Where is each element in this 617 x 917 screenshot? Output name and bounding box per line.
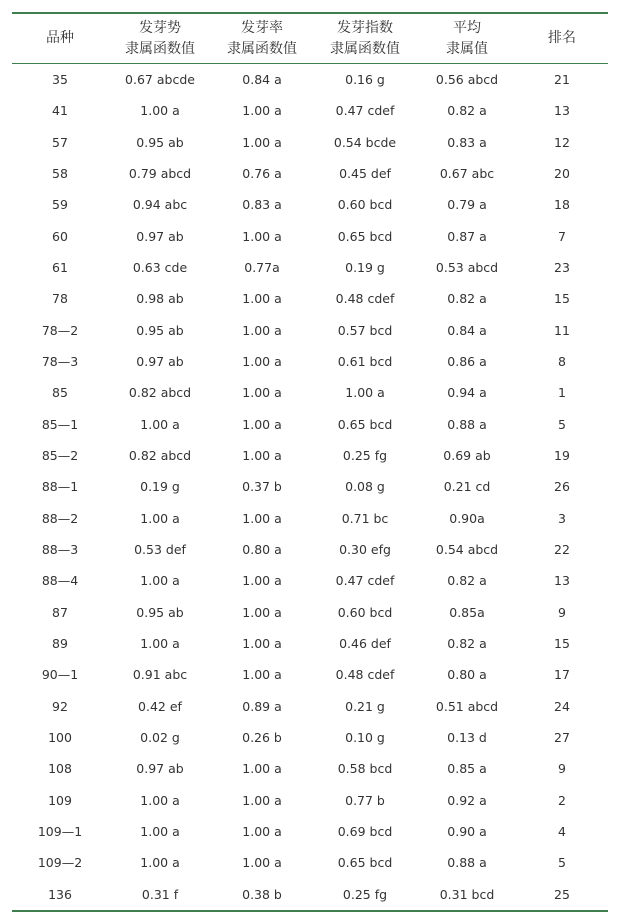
germination-rate-cell: 1.00 a	[242, 103, 282, 119]
table-row	[12, 221, 608, 252]
germination-rate-cell: 1.00 a	[242, 792, 282, 808]
germination-energy-cell: 1.00 a	[140, 855, 180, 871]
average-membership-cell: 0.67 abc	[439, 166, 495, 182]
rank-cell: 9	[558, 604, 566, 620]
germination-energy-cell: 0.53 def	[134, 542, 186, 558]
germination-energy-cell: 0.95 ab	[136, 134, 184, 150]
variety-cell: 88—1	[41, 479, 79, 495]
rank-cell: 20	[554, 166, 570, 182]
rank-cell: 23	[554, 260, 570, 276]
average-membership-cell: 0.88 a	[447, 855, 487, 871]
germination-rate-cell: 1.00 a	[242, 636, 282, 652]
germination-rate-cell: 1.00 a	[242, 761, 282, 777]
germination-energy-cell: 0.19 g	[140, 479, 180, 495]
germination-energy-cell: 1.00 a	[140, 792, 180, 808]
table-row	[12, 346, 608, 377]
variety-cell: 85—1	[41, 416, 79, 432]
rank-cell: 19	[554, 448, 570, 464]
average-membership-cell: 0.86 a	[447, 354, 487, 370]
germination-energy-cell: 0.97 ab	[136, 228, 184, 244]
table-row	[12, 847, 608, 878]
germination-index-cell: 0.08 g	[345, 479, 385, 495]
germination-rate-cell: 0.76 a	[242, 166, 282, 182]
germination-rate-cell: 0.37 b	[242, 479, 282, 495]
germination-rate-cell: 0.84 a	[242, 72, 282, 88]
germination-energy-cell: 0.95 ab	[136, 604, 184, 620]
rank-cell: 3	[558, 510, 566, 526]
average-membership-cell: 0.53 abcd	[435, 260, 499, 276]
variety-cell: 100	[48, 730, 72, 746]
table-row	[12, 409, 608, 440]
average-membership-cell: 0.31 bcd	[439, 886, 495, 902]
average-membership-cell: 0.82 a	[447, 636, 487, 652]
table-row	[12, 785, 608, 816]
variety-cell: 78—2	[41, 322, 79, 338]
average-membership-cell: 0.82 a	[447, 291, 487, 307]
rank-cell: 25	[554, 886, 570, 902]
germination-rate-cell: 1.00 a	[242, 667, 282, 683]
table-row	[12, 628, 608, 659]
rank-cell: 15	[554, 636, 570, 652]
rank-cell: 5	[558, 855, 566, 871]
germination-index-cell: 0.54 bcde	[333, 134, 397, 150]
rank-cell: 4	[558, 824, 566, 840]
rank-cell: 9	[558, 761, 566, 777]
table-row	[12, 691, 608, 722]
germination-rate-cell: 1.00 a	[242, 134, 282, 150]
germination-energy-cell: 1.00 a	[140, 573, 180, 589]
rank-cell: 18	[554, 197, 570, 213]
germination-energy-cell: 0.02 g	[140, 730, 180, 746]
rank-cell: 8	[558, 354, 566, 370]
table-row	[12, 503, 608, 534]
header-variety: 品种	[46, 30, 74, 46]
table-row	[12, 127, 608, 158]
germination-index-cell: 0.61 bcd	[337, 354, 393, 370]
average-membership-cell: 0.85 a	[447, 761, 487, 777]
table-row	[12, 534, 608, 565]
germination-energy-cell: 0.42 ef	[138, 698, 182, 714]
germination-rate-cell: 1.00 a	[242, 416, 282, 432]
germination-index-cell: 0.65 bcd	[337, 228, 393, 244]
germination-rate-cell: 0.38 b	[242, 886, 282, 902]
germination-index-cell: 0.25 fg	[342, 886, 388, 902]
germination-energy-cell: 0.94 abc	[132, 197, 188, 213]
variety-cell: 88—3	[41, 542, 79, 558]
table-row	[12, 377, 608, 408]
germination-energy-cell: 0.97 ab	[136, 354, 184, 370]
table-row	[12, 95, 608, 126]
variety-cell: 87	[52, 604, 68, 620]
germination-energy-cell: 0.97 ab	[136, 761, 184, 777]
variety-cell: 78—3	[41, 354, 79, 370]
average-membership-cell: 0.87 a	[447, 228, 487, 244]
table-row	[12, 816, 608, 847]
header-rank: 排名	[548, 30, 576, 46]
germination-rate-cell: 0.83 a	[242, 197, 282, 213]
germination-energy-cell: 1.00 a	[140, 824, 180, 840]
germination-energy-cell: 0.79 abcd	[128, 166, 192, 182]
table-row	[12, 597, 608, 628]
average-membership-cell: 0.90 a	[447, 824, 487, 840]
header-germination-energy: 发芽势 隶属函数值	[125, 19, 195, 57]
germination-rate-cell: 1.00 a	[242, 855, 282, 871]
average-membership-cell: 0.90a	[449, 510, 485, 526]
germination-energy-cell: 1.00 a	[140, 103, 180, 119]
rank-cell: 22	[554, 542, 570, 558]
table-row	[12, 315, 608, 346]
header-germination-rate: 发芽率 隶属函数值	[227, 19, 297, 57]
average-membership-cell: 0.69 ab	[443, 448, 491, 464]
germination-rate-cell: 1.00 a	[242, 322, 282, 338]
table-row	[12, 565, 608, 596]
germination-index-cell: 0.60 bcd	[337, 197, 393, 213]
average-membership-cell: 0.51 abcd	[435, 698, 499, 714]
variety-cell: 59	[52, 197, 68, 213]
variety-cell: 108	[48, 761, 72, 777]
germination-index-cell: 0.48 cdef	[335, 667, 395, 683]
germination-index-cell: 0.25 fg	[342, 448, 388, 464]
germination-rate-cell: 0.89 a	[242, 698, 282, 714]
germination-energy-cell: 0.95 ab	[136, 322, 184, 338]
germination-rate-cell: 1.00 a	[242, 291, 282, 307]
germination-rate-cell: 1.00 a	[242, 448, 282, 464]
table-row	[12, 158, 608, 189]
header-average-membership: 平均 隶属值	[446, 19, 488, 57]
table-row	[12, 252, 608, 283]
germination-index-cell: 0.30 efg	[339, 542, 391, 558]
germination-index-cell: 0.65 bcd	[337, 416, 393, 432]
germination-rate-cell: 0.26 b	[242, 730, 282, 746]
table-header-row	[12, 14, 608, 63]
variety-cell: 58	[52, 166, 68, 182]
germination-index-cell: 0.16 g	[345, 72, 385, 88]
variety-cell: 85	[52, 385, 68, 401]
germination-index-cell: 0.57 bcd	[337, 322, 393, 338]
germination-energy-cell: 1.00 a	[140, 416, 180, 432]
rank-cell: 13	[554, 573, 570, 589]
germination-index-cell: 0.65 bcd	[337, 855, 393, 871]
germination-energy-cell: 1.00 a	[140, 510, 180, 526]
rank-cell: 11	[554, 322, 570, 338]
germination-index-cell: 0.45 def	[339, 166, 391, 182]
average-membership-cell: 0.92 a	[447, 792, 487, 808]
variety-cell: 88—2	[41, 510, 79, 526]
average-membership-cell: 0.13 d	[447, 730, 487, 746]
table-row	[12, 722, 608, 753]
table-body	[12, 64, 608, 910]
variety-cell: 57	[52, 134, 68, 150]
variety-cell: 90—1	[41, 667, 79, 683]
germination-index-cell: 0.46 def	[339, 636, 391, 652]
table-bottom-rule	[12, 910, 608, 912]
rank-cell: 26	[554, 479, 570, 495]
variety-cell: 60	[52, 228, 68, 244]
germination-index-cell: 0.19 g	[345, 260, 385, 276]
table-row	[12, 471, 608, 502]
germination-rate-cell: 1.00 a	[242, 824, 282, 840]
variety-cell: 109—2	[37, 855, 83, 871]
table-row	[12, 283, 608, 314]
average-membership-cell: 0.82 a	[447, 573, 487, 589]
variety-cell: 35	[52, 72, 68, 88]
germination-energy-cell: 0.31 f	[141, 886, 179, 902]
variety-cell: 136	[48, 886, 72, 902]
rank-cell: 5	[558, 416, 566, 432]
rank-cell: 15	[554, 291, 570, 307]
germination-rate-cell: 0.77a	[244, 260, 280, 276]
average-membership-cell: 0.83 a	[447, 134, 487, 150]
rank-cell: 13	[554, 103, 570, 119]
variety-cell: 89	[52, 636, 68, 652]
data-table-container	[12, 12, 608, 912]
germination-energy-cell: 0.91 abc	[132, 667, 188, 683]
germination-energy-cell: 0.98 ab	[136, 291, 184, 307]
variety-cell: 109—1	[37, 824, 83, 840]
average-membership-cell: 0.94 a	[447, 385, 487, 401]
table-row	[12, 659, 608, 690]
table-row	[12, 189, 608, 220]
rank-cell: 17	[554, 667, 570, 683]
rank-cell: 1	[558, 385, 566, 401]
header-germination-index: 发芽指数 隶属函数值	[330, 19, 400, 57]
germination-rate-cell: 1.00 a	[242, 385, 282, 401]
germination-index-cell: 0.47 cdef	[335, 573, 395, 589]
germination-index-cell: 0.69 bcd	[337, 824, 393, 840]
germination-rate-cell: 1.00 a	[242, 604, 282, 620]
table-row	[12, 64, 608, 95]
average-membership-cell: 0.54 abcd	[435, 542, 499, 558]
germination-rate-cell: 0.80 a	[242, 542, 282, 558]
germination-index-cell: 0.77 b	[345, 792, 385, 808]
rank-cell: 2	[558, 792, 566, 808]
rank-cell: 12	[554, 134, 570, 150]
table-row	[12, 879, 608, 910]
rank-cell: 21	[554, 72, 570, 88]
germination-index-cell: 0.60 bcd	[337, 604, 393, 620]
germination-energy-cell: 0.82 abcd	[128, 448, 192, 464]
variety-cell: 61	[52, 260, 68, 276]
membership-function-table	[12, 14, 608, 910]
germination-energy-cell: 0.63 cde	[132, 260, 188, 276]
germination-index-cell: 0.58 bcd	[337, 761, 393, 777]
rank-cell: 24	[554, 698, 570, 714]
germination-energy-cell: 0.67 abcde	[125, 72, 195, 88]
germination-index-cell: 0.47 cdef	[335, 103, 395, 119]
table-row	[12, 753, 608, 784]
variety-cell: 78	[52, 291, 68, 307]
germination-index-cell: 0.71 bc	[341, 510, 389, 526]
germination-index-cell: 0.48 cdef	[335, 291, 395, 307]
germination-index-cell: 0.21 g	[345, 698, 385, 714]
germination-rate-cell: 1.00 a	[242, 573, 282, 589]
average-membership-cell: 0.79 a	[447, 197, 487, 213]
germination-index-cell: 1.00 a	[345, 385, 385, 401]
germination-energy-cell: 1.00 a	[140, 636, 180, 652]
germination-rate-cell: 1.00 a	[242, 510, 282, 526]
germination-energy-cell: 0.82 abcd	[128, 385, 192, 401]
average-membership-cell: 0.84 a	[447, 322, 487, 338]
average-membership-cell: 0.85a	[449, 604, 485, 620]
variety-cell: 85—2	[41, 448, 79, 464]
variety-cell: 92	[52, 698, 68, 714]
table-row	[12, 440, 608, 471]
germination-rate-cell: 1.00 a	[242, 228, 282, 244]
average-membership-cell: 0.21 cd	[443, 479, 491, 495]
rank-cell: 27	[554, 730, 570, 746]
variety-cell: 88—4	[41, 573, 79, 589]
average-membership-cell: 0.82 a	[447, 103, 487, 119]
variety-cell: 41	[52, 103, 68, 119]
rank-cell: 7	[558, 228, 566, 244]
variety-cell: 109	[48, 792, 72, 808]
average-membership-cell: 0.56 abcd	[435, 72, 499, 88]
average-membership-cell: 0.88 a	[447, 416, 487, 432]
germination-index-cell: 0.10 g	[345, 730, 385, 746]
germination-rate-cell: 1.00 a	[242, 354, 282, 370]
average-membership-cell: 0.80 a	[447, 667, 487, 683]
